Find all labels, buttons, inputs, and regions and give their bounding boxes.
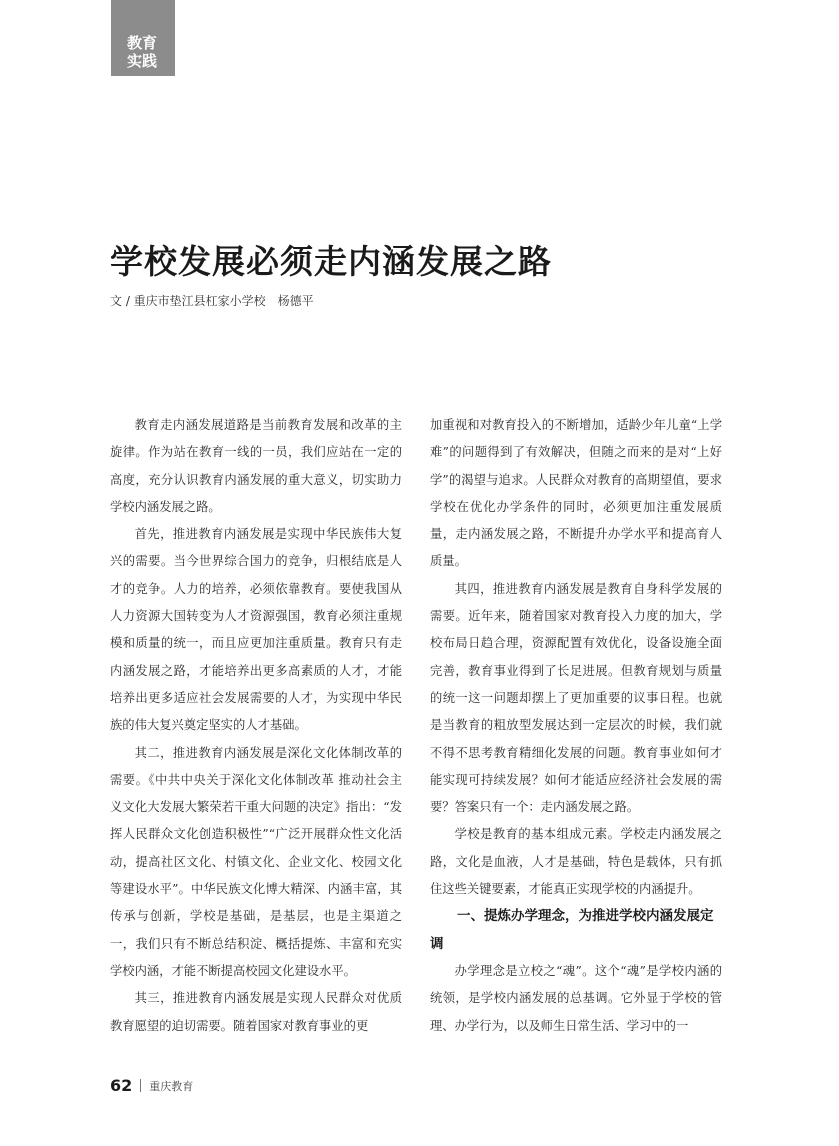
- section-tag-line2: 实践: [127, 52, 158, 70]
- journal-name: 重庆教育: [149, 1079, 194, 1093]
- article-title: 学校发展必须走内涵发展之路: [110, 242, 552, 281]
- left-column: [110, 412, 402, 1040]
- paragraph: 其二，推进教育内涵发展是深化文化体制改革的需要。《中共中央关于深化文化体制改革 推动社会主义文化大发展大繁荣若干重大问题的决定》指出：“发挥人民群众文化创造积极性”“广泛开展群众性文化活动，提高社区文化、村镇文化、企业文化、校园文化等建设水平”。中华民族文化博大精深、内涵丰富，其传承与创新，学校是基础，是基层，也是主渠道之一，我们只有不断总结积淀、概括提炼、丰富和充实学校内涵，才能不断提高校园文化建设水平。: [110, 745, 402, 978]
- footer-divider: [140, 1079, 141, 1092]
- paragraph-continued: 加重视和对教育投入的不断增加，适龄少年儿童“上学难”的问题得到了有效解决，但随之而来的是对“上好学”的渴望与追求。人民群众对教育的高期望值，要求学校在优化办学条件的同时，必须更加注重发展质量，走内涵发展之路，不断提升办学水平和提高育人质量。: [430, 418, 722, 569]
- page-number: 62: [110, 1076, 133, 1095]
- section-heading: 一、提炼办学理念，为推进学校内涵发展定调: [430, 908, 714, 952]
- page-footer: [110, 1076, 193, 1095]
- paragraph: 教育走内涵发展道路是当前教育发展和改革的主旋律。作为站在教育一线的一员，我们应站在一定的高度，充分认识教育内涵发展的重大意义，切实助力学校内涵发展之路。: [110, 418, 402, 514]
- paragraph: 其三，推进教育内涵发展是实现人民群众对优质教育愿望的迫切需要。随着国家对教育事业的更: [110, 991, 402, 1033]
- right-column: [430, 412, 722, 1040]
- paragraph: 其四，推进教育内涵发展是教育自身科学发展的需要。近年来，随着国家对教育投入力度的加大，学校布局日趋合理，资源配置有效优化，设备设施全面完善，教育事业得到了长足进展。但教育规划与质量的统一这一问题却摆上了更加重要的议事日程。也就是当教育的粗放型发展达到一定层次的时候，我们就不得不思考教育精细化发展的问题。教育事业如何才能实现可持续发展？如何才能适应经济社会发展的需要？答案只有一个：走内涵发展之路。: [430, 581, 722, 815]
- paragraph: 办学理念是立校之“魂”。这个“魂”是学校内涵的统领，是学校内涵发展的总基调。它外显于学校的管理、办学行为，以及师生日常生活、学习中的一: [430, 963, 722, 1033]
- article-byline: 文 / 重庆市垫江县杠家小学校 杨德平: [110, 294, 314, 308]
- section-tag: [111, 0, 175, 76]
- section-tag-line1: 教育: [127, 34, 158, 52]
- paragraph: 学校是教育的基本组成元素。学校走内涵发展之路，文化是血液，人才是基础，特色是载体，只有抓住这些关键要素，才能真正实现学校的内涵提升。: [430, 827, 722, 897]
- paragraph: 首先，推进教育内涵发展是实现中华民族伟大复兴的需要。当今世界综合国力的竞争，归根结底是人才的竞争。人力的培养，必须依靠教育。要使我国从人力资源大国转变为人才资源强国，教育必须注重规模和质量的统一，而且应更加注重质量。教育只有走内涵发展之路，才能培养出更多高素质的人才，才能培养出更多适应社会发展需要的人才，为实现中华民族的伟大复兴奠定坚实的人才基础。: [110, 527, 402, 733]
